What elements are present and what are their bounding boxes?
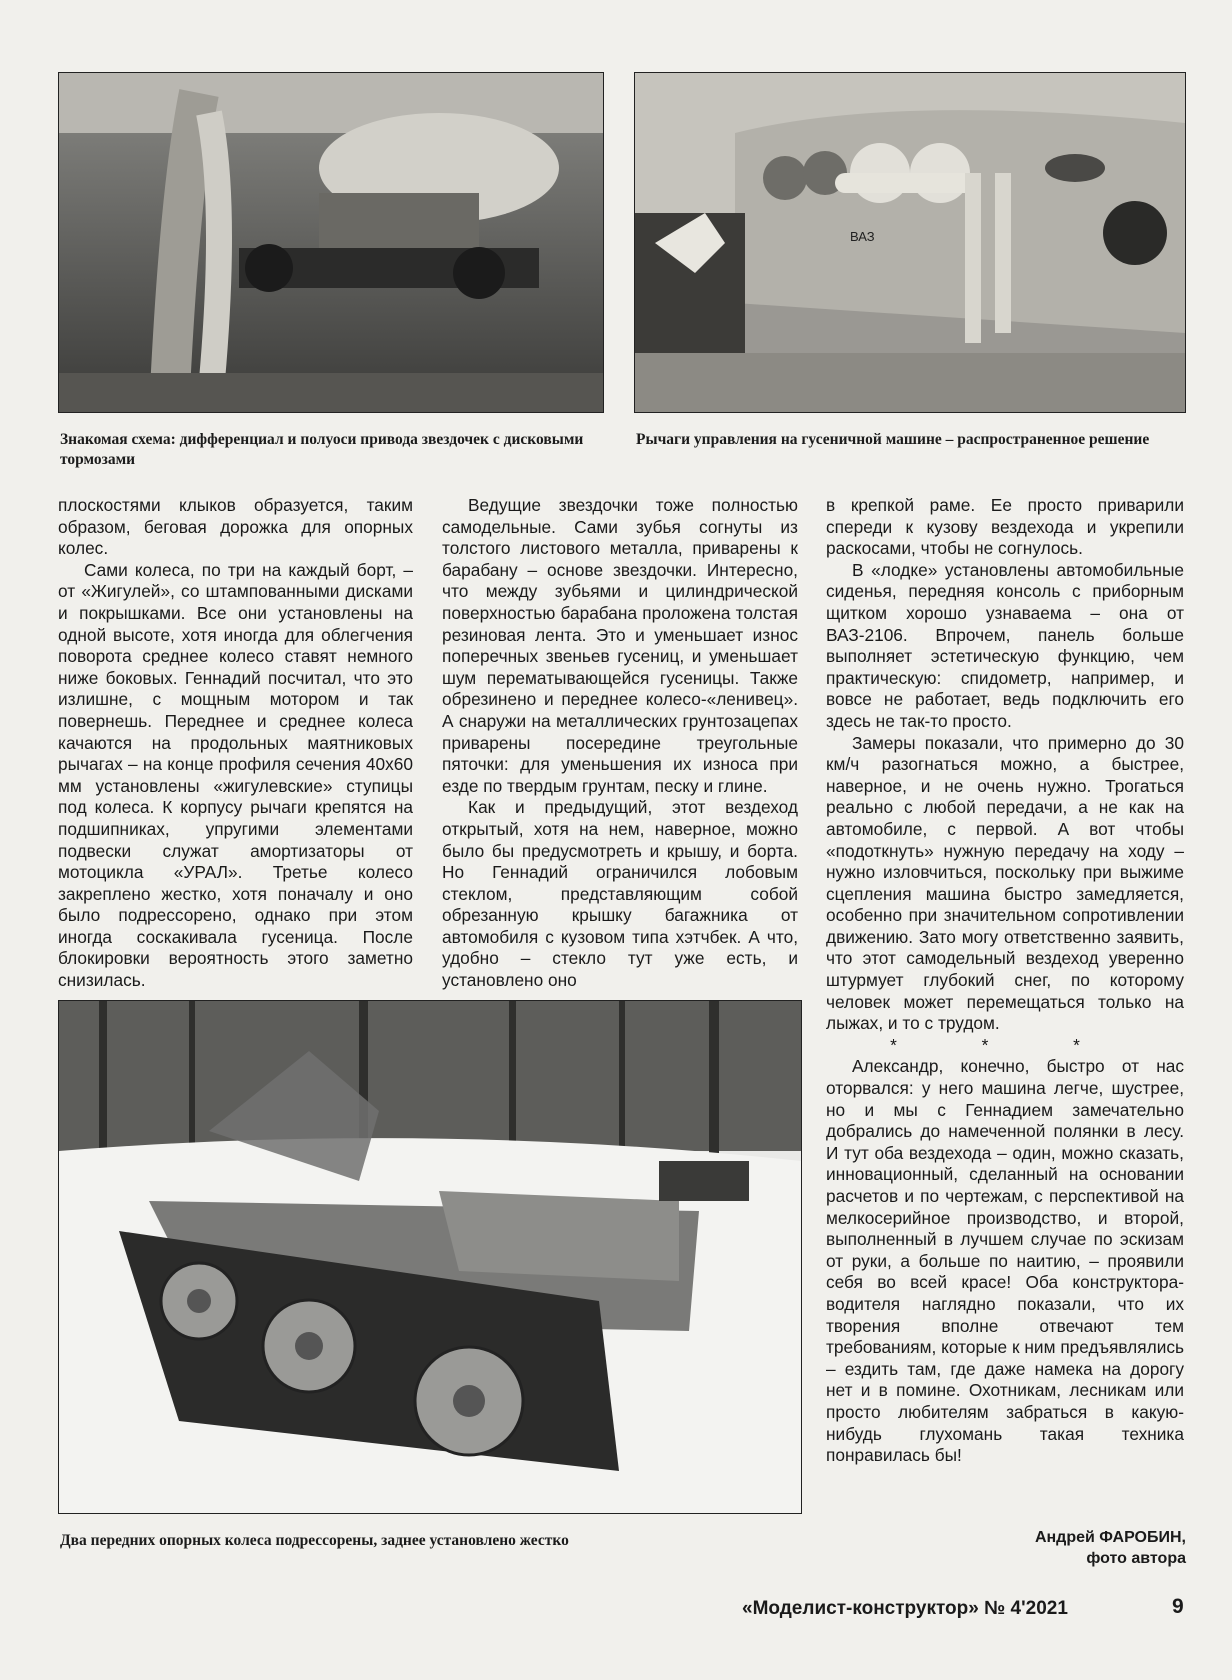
paragraph: В «лодке» установлены автомобильные сиденья, передняя консоль с приборным щитком хорошо узнаваема – она от ВАЗ-2106. Впрочем, панель больше выполняет эстетическую функцию, чем практическую: спидометр, например, и вовсе не работает, ведь подключить его здесь не так-то просто. <box>826 559 1184 731</box>
paragraph: Ведущие звездочки тоже полностью самодельные. Сами зубья согнуты из толстого листового металла, приварены к барабану – основе звездочки. Интересно, что между зубьями и цилиндрической поверхностью барабана проложена толстая резиновая лента. Это и уменьшает износ поперечных звеньев гусениц, и уменьшает шум перематывающейся гусеницы. Также обрезинено и переднее колесо-«ленивец». А снаружи на металлических грунтозацепах приварены посередине треугольные пяточки: для уменьшения их износа при езде по твердым грунтам, песку и глине. <box>442 495 798 796</box>
paragraph: плоскостями клыков образуется, таким образом, беговая дорожка для опорных колес. <box>58 495 413 559</box>
vaz-badge-text: ВАЗ <box>850 229 875 244</box>
engine-photo <box>58 72 604 413</box>
article-column-1 <box>58 495 413 992</box>
dashboard-photo <box>634 72 1186 413</box>
vehicle-photo-caption: Два передних опорных колеса подрессорены, заднее установлено жестко <box>60 1532 569 1549</box>
dashboard-photo-caption: Рычаги управления на гусеничной машине – распространенное решение <box>636 431 1150 448</box>
engine-photo-caption: Знакомая схема: дифференциал и полуоси привода звездочек с дисковыми тормозами <box>60 431 584 468</box>
section-separator: * * * <box>890 1034 1120 1055</box>
author-block <box>1035 1527 1186 1569</box>
paragraph: Как и предыдущий, этот вездеход открытый, хотя на нем, наверное, можно было бы предусмотреть и крышу, и борта. Но Геннадий ограничился лобовым стеклом, представляющим собой обрезанную крышку багажника от автомобиля с кузовом типа хэтчбек. А что, удобно – стекло тут уже есть, и установлено оно <box>442 797 798 991</box>
paragraph: Александр, конечно, быстро от нас оторвался: у него машина легче, шустрее, но и мы с Геннадием замечательно добрались до намеченной полянки в лесу. И тут оба вездехода – один, можно сказать, инновационный, сделанный на основании расчетов и по чертежам, с перспективой на мелкосерийное производство, и второй, выполненный в лучшем случае по эскизам от руки, а больше по наитию, – проявили себя во всей красе! Оба конструктора-водителя наглядно показали, что их творения вполне отвечают тем требованиям, которые к ним предъявлялись – ездить там, где даже намека на дорогу нет и в помине. Охотникам, лесникам или просто любителям забраться в какую-нибудь глухомань такая техника понравилась бы! <box>826 1056 1184 1466</box>
article-column-3 <box>826 495 1184 1467</box>
author-name: Андрей ФАРОБИН, <box>1034 1529 1186 1546</box>
magazine-footer: «Моделист-конструктор» № 4'2021 <box>742 1598 1068 1619</box>
vehicle-photo <box>58 1000 802 1514</box>
article-column-2 <box>442 495 798 992</box>
photo-credit: фото автора <box>1086 1550 1186 1567</box>
paragraph: Замеры показали, что примерно до 30 км/ч разогнаться можно, а быстрее, наверное, и не очень нужно. Трогаться реально с любой передачи, а не как на автомобиле, с первой. А вот чтобы «подоткнуть» нужную передачу на ходу – нужно изловчиться, поскольку при выжиме сцепления машина быстро замедляется, особенно при значительном сопротивлении движению. Зато могу ответственно заявить, что этот самодельный вездеход уверенно штурмует глубокий снег, по которому человек может перемещаться только на лыжах, и то с трудом. <box>826 732 1184 1034</box>
paragraph: Сами колеса, по три на каждый борт, – от «Жигулей», со штампованными дисками и покрышками. Все они установлены на одной высоте, хотя иногда для облегчения поворота среднее колесо ставят немного ниже боковых. Геннадий посчитал, что это излишне, с мощным мотором и так повернешь. Переднее и среднее колеса качаются на продольных маятниковых рычагах – на конце профиля сечения 40х60 мм установлены «жигулевские» ступицы под колеса. К корпусу рычаги крепятся на подшипниках, упругими элементами подвески служат амортизаторы от мотоцикла «УРАЛ». Третье колесо закреплено жестко, хотя поначалу и оно было подрессорено, однако при этом иногда соскакивала гусеница. После блокировки вероятность этого заметно снизилась. <box>58 559 413 991</box>
paragraph: в крепкой раме. Ее просто приварили спереди к кузову вездехода и укрепили раскосами, чтобы не согнулось. <box>826 495 1184 559</box>
page-number: 9 <box>1172 1595 1184 1618</box>
